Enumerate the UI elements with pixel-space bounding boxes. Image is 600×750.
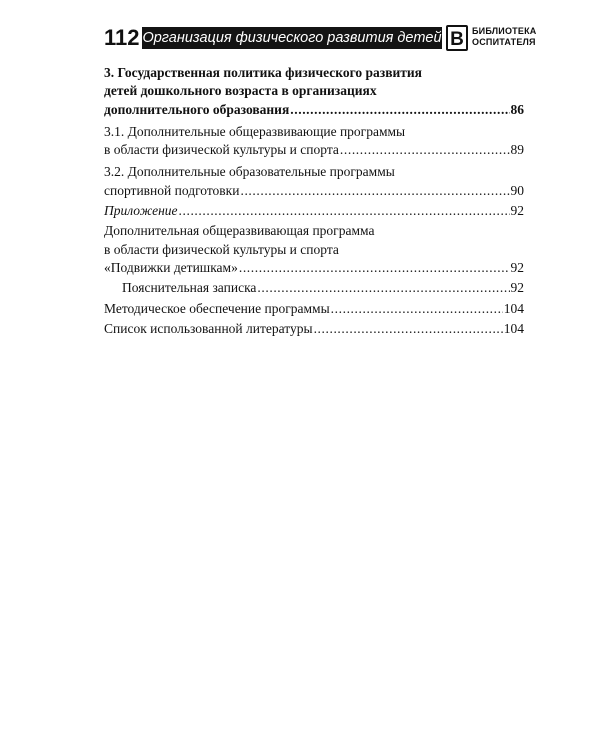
series-logo-letter-icon [448, 27, 466, 49]
toc-entry-page: 92 [510, 280, 524, 296]
toc-entry-page: 86 [510, 101, 524, 117]
page-number: 112 [104, 25, 140, 50]
series-logo-icon [446, 25, 468, 51]
toc-entry-page: 92 [510, 259, 524, 275]
dot-leader [257, 279, 509, 297]
toc-entry-title: в области физической культуры и спорта [104, 142, 339, 158]
dot-leader [340, 141, 510, 159]
toc-entry-section-3-2 [104, 163, 524, 200]
running-title: Организация физического развития детей [142, 27, 442, 49]
toc-entry-title: спортивной подготовки [104, 182, 240, 198]
table-of-contents [104, 64, 524, 340]
toc-entry-line: детей дошкольного возраста в организациях [104, 83, 377, 99]
running-header [104, 25, 537, 53]
toc-entry-line: в области физической культуры и спорта [104, 241, 339, 257]
toc-entry-page: 104 [503, 300, 524, 316]
toc-entry-line: 3.2. Дополнительные образовательные программы [104, 164, 395, 180]
toc-entry-line: Дополнительная общеразвивающая программа [104, 223, 375, 239]
toc-entry-page: 89 [510, 142, 524, 158]
toc-entry-title: «Подвижки детишкам» [104, 259, 238, 275]
series-logo-letter: B [450, 29, 464, 49]
series-name-line1: БИБЛИОТЕКА [472, 26, 537, 36]
toc-entry-line: 3.1. Дополнительные общеразвивающие программы [104, 123, 406, 139]
toc-entry-line: 3. Государственная политика физического развития [104, 65, 422, 80]
dot-leader [179, 202, 510, 220]
toc-entry-title: Пояснительная записка [122, 280, 257, 296]
toc-entry-page: 104 [503, 320, 524, 336]
toc-entry-title: дополнительного образования [104, 101, 290, 117]
toc-entry-explanatory-note [104, 279, 524, 297]
toc-entry-title: Методическое обеспечение программы [104, 300, 330, 316]
toc-entry-methodology [104, 300, 524, 318]
dot-leader [290, 101, 509, 119]
dot-leader [240, 182, 509, 200]
dot-leader [239, 259, 510, 277]
toc-entry-references [104, 320, 524, 338]
toc-entry-page: 90 [510, 182, 524, 198]
toc-entry-title: Список использованной литературы [104, 320, 313, 336]
series-name-line2: ОСПИТАТЕЛЯ [472, 37, 536, 47]
dot-leader [331, 300, 503, 318]
toc-entry-section-3-1 [104, 123, 524, 160]
toc-entry-section-3 [104, 64, 524, 119]
dot-leader [314, 320, 503, 338]
series-name [472, 26, 542, 48]
toc-entry-page: 92 [510, 203, 524, 219]
toc-entry-title: Приложение [104, 203, 178, 219]
toc-entry-program [104, 222, 524, 277]
toc-entry-appendix [104, 202, 524, 220]
